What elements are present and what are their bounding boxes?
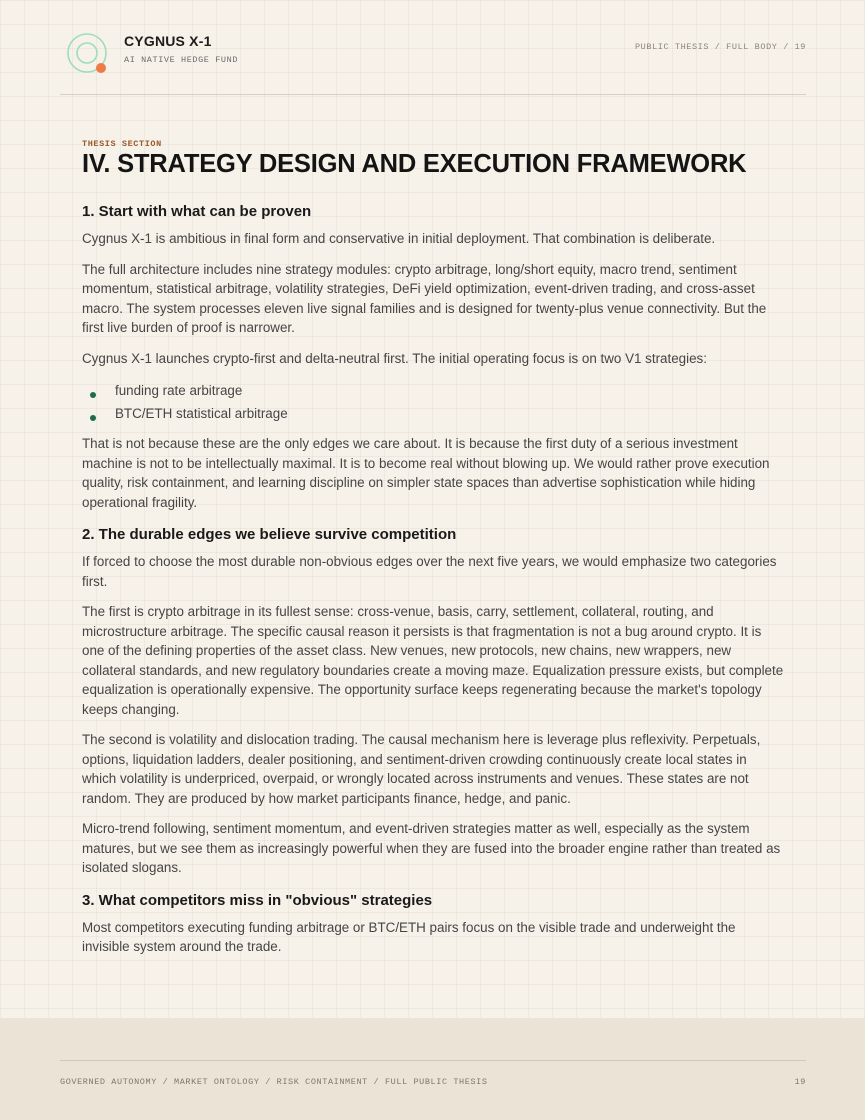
brand-tagline: AI NATIVE HEDGE FUND bbox=[124, 55, 239, 65]
subsection-3 bbox=[82, 892, 784, 957]
paragraph: The full architecture includes nine strategy modules: crypto arbitrage, long/short equity, macro trend, sentiment momentum, statistical arbitrage, volatility strategies, DeFi yield optimization, event-driven trading, and cross-asset macro. The system processes eleven live signal families and is designed for twenty-plus venue connectivity. But the first live burden of proof is narrower. bbox=[82, 261, 767, 335]
orbit-ring-icon bbox=[66, 32, 110, 76]
list-item bbox=[82, 402, 784, 425]
paragraph: The second is volatility and dislocation trading. The causal mechanism here is leverage plus reflexivity. Perpetuals, options, liquidation ladders, dealer positioning, and sentiment-driven crowding continuously create local states in which volatility is underpriced, overpaid, or wrongly located across instruments and venues. These states are not random. They are produced by how market participants finance, hedge, and panic. bbox=[82, 732, 761, 806]
document-body bbox=[82, 139, 784, 971]
page-header bbox=[60, 30, 806, 95]
paragraph: Most competitors executing funding arbitrage or BTC/ETH pairs focus on the visible trade and underweight the invisible system around the trade. bbox=[82, 919, 736, 954]
strategy-list bbox=[82, 379, 784, 425]
footer-tagline: GOVERNED AUTONOMY / MARKET ONTOLOGY / RISK CONTAINMENT / FULL PUBLIC THESIS bbox=[60, 1077, 488, 1087]
subsection-2 bbox=[82, 526, 784, 878]
paragraph: Cygnus X-1 is ambitious in final form and conservative in initial deployment. That combination is deliberate. bbox=[82, 231, 716, 246]
section-kicker: THESIS SECTION bbox=[82, 139, 162, 149]
bullet-dot-icon bbox=[90, 392, 96, 398]
list-item bbox=[82, 379, 784, 402]
page-footer bbox=[0, 1018, 865, 1120]
paragraph: Cygnus X-1 launches crypto-first and delta-neutral first. The initial operating focus is on two V1 strategies: bbox=[82, 350, 707, 366]
paragraph: Micro-trend following, sentiment momentum, and event-driven strategies matter as well, especially as the system matures, but we see them as increasingly powerful when they are fused into the broader engine rather than treated as isolated slogans. bbox=[82, 821, 781, 875]
paragraph: If forced to choose the most durable non-obvious edges over the next five years, we would emphasize two categories first. bbox=[82, 554, 777, 589]
list-item-label: funding rate arbitrage bbox=[115, 383, 243, 398]
footer-divider bbox=[60, 1060, 806, 1061]
subsection-1 bbox=[82, 203, 784, 512]
header-meta: PUBLIC THESIS / FULL BODY / 19 bbox=[634, 42, 806, 52]
brand-name: CYGNUS X-1 bbox=[124, 33, 212, 49]
paragraph: The first is crypto arbitrage in its fullest sense: cross-venue, basis, carry, settlement, collateral, routing, and microstructure arbitrage. The specific causal reason it persists is that fragmentation is not a bug around crypto. It is one of the defining properties of the asset class. New venues, new protocols, new chains, new wrappers, new collateral standards, and new regulatory boundaries create a moving maze. Equalization pressure exists, but complete equalization is operationally expensive. The opportunity surface keeps regenerating because the market's topology keeps changing. bbox=[82, 604, 784, 717]
section-title: IV. STRATEGY DESIGN AND EXECUTION FRAMEWORK bbox=[82, 150, 747, 178]
subsection-heading: 2. The durable edges we believe survive competition bbox=[82, 526, 457, 543]
page-number: 19 bbox=[794, 1077, 806, 1087]
bullet-dot-icon bbox=[90, 415, 96, 421]
subsection-heading: 3. What competitors miss in "obvious" strategies bbox=[82, 891, 433, 909]
list-item-label: BTC/ETH statistical arbitrage bbox=[115, 406, 288, 421]
subsection-heading: 1. Start with what can be proven bbox=[82, 203, 312, 220]
paragraph: That is not because these are the only edges we care about. It is because the first duty of a serious investment machine is not to be intellectually maximal. It is to become real without blowing up. We would rather prove execution quality, risk containment, and learning discipline on simpler state spaces than advertise sophistication while hiding operational fragility. bbox=[82, 436, 770, 510]
